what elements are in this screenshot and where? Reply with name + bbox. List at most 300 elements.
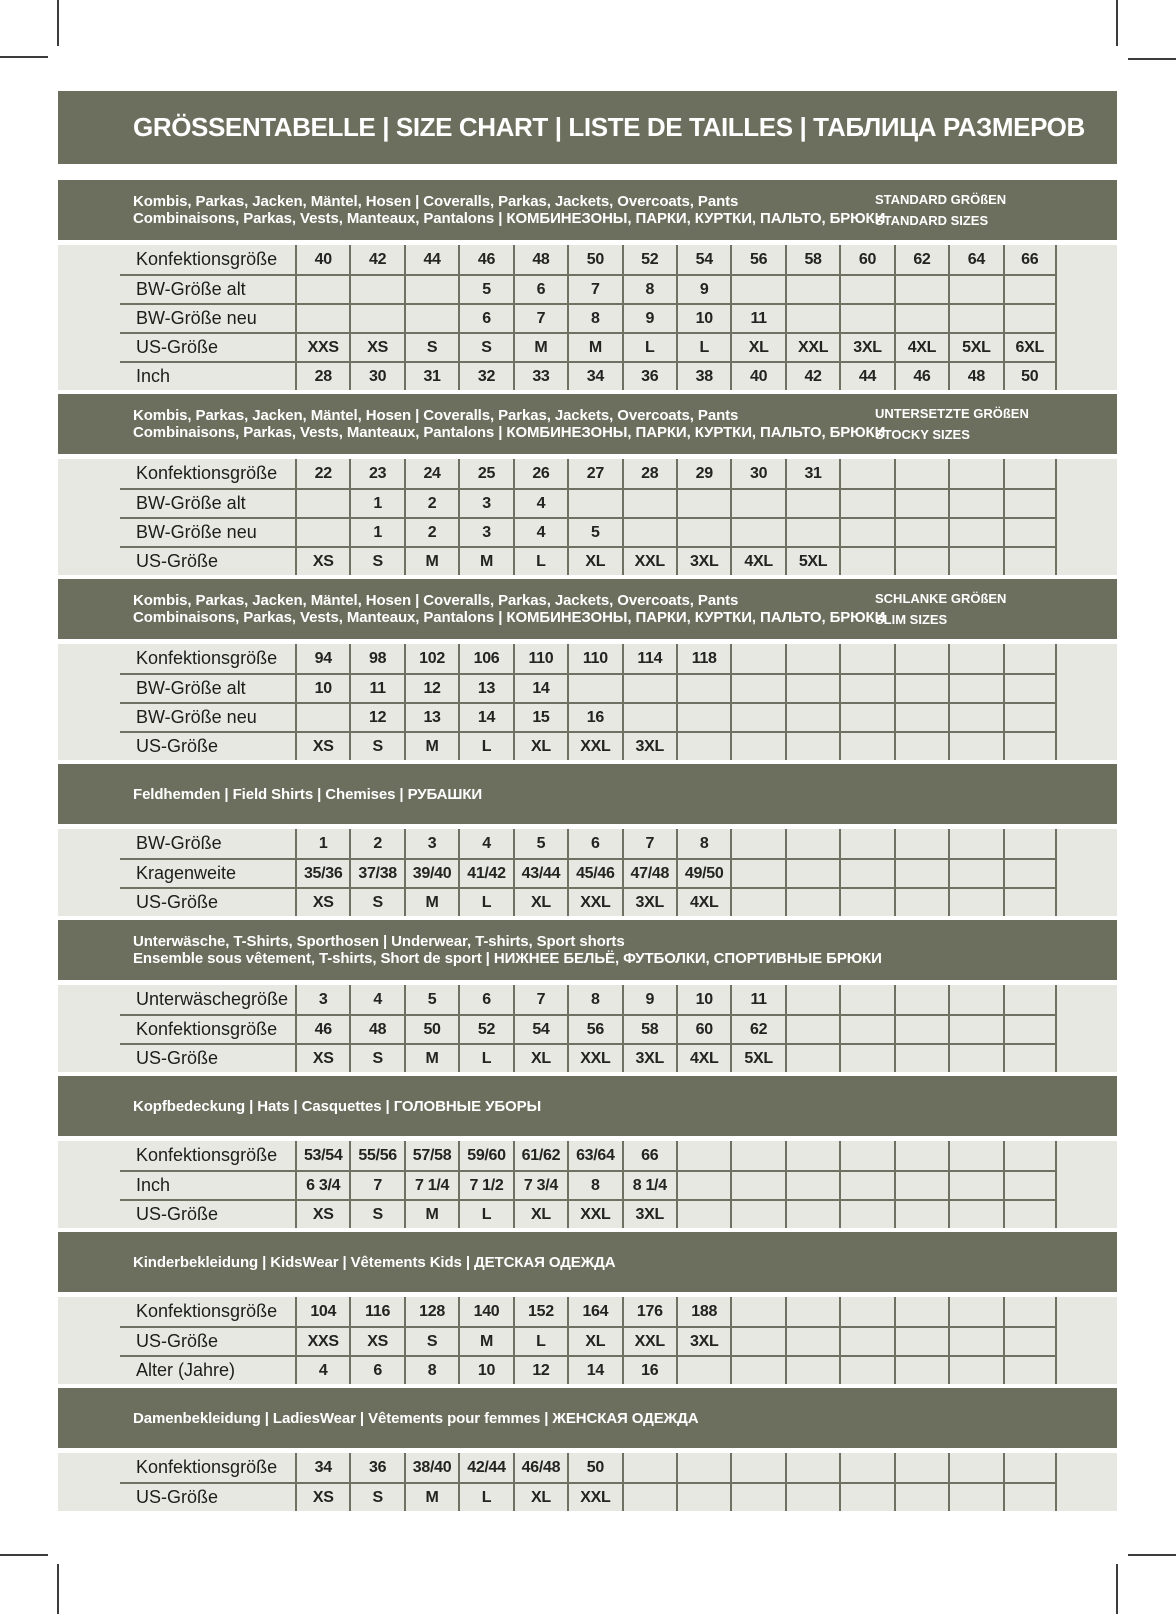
table-row-inner bbox=[120, 887, 1057, 916]
size-cell: 10 bbox=[676, 985, 730, 1014]
table-row-inner bbox=[120, 332, 1057, 361]
size-cell: 12 bbox=[349, 704, 403, 731]
size-cell: 12 bbox=[513, 1357, 567, 1384]
crop-mark-bottom-left-horizontal bbox=[0, 1554, 48, 1556]
size-cell bbox=[894, 519, 948, 546]
section-header bbox=[58, 1232, 1117, 1292]
size-cell: 98 bbox=[349, 644, 403, 673]
size-cell: 8 bbox=[404, 1357, 458, 1384]
size-cell: XS bbox=[295, 1484, 349, 1511]
section-side-label: STANDARD SIZES bbox=[875, 213, 989, 228]
section-title-line: Damenbekleidung | LadiesWear | Vêtements pour femmes | ЖЕНСКАЯ ОДЕЖДА bbox=[133, 1409, 699, 1427]
size-cell: 41/42 bbox=[458, 860, 512, 887]
size-cell: 34 bbox=[295, 1453, 349, 1482]
size-cell bbox=[839, 704, 893, 731]
table-row-inner bbox=[120, 858, 1057, 887]
table-row bbox=[58, 1326, 1117, 1355]
size-cell: 47/48 bbox=[622, 860, 676, 887]
row-cells bbox=[295, 644, 1057, 673]
size-cell: 13 bbox=[458, 675, 512, 702]
size-cell bbox=[785, 490, 839, 517]
size-cell: 4 bbox=[295, 1357, 349, 1384]
size-cell: 14 bbox=[513, 675, 567, 702]
size-cell bbox=[730, 519, 784, 546]
size-cell bbox=[676, 490, 730, 517]
size-cell bbox=[948, 704, 1002, 731]
size-cell: 46/48 bbox=[513, 1453, 567, 1482]
size-cell: XS bbox=[295, 1201, 349, 1228]
size-cell: 46 bbox=[458, 245, 512, 274]
row-cells bbox=[295, 1484, 1057, 1511]
table-row bbox=[58, 644, 1117, 673]
row-cells bbox=[295, 829, 1057, 858]
row-cells bbox=[295, 1016, 1057, 1043]
size-cell: 53/54 bbox=[295, 1141, 349, 1170]
size-table bbox=[58, 245, 1117, 390]
size-cell bbox=[839, 985, 893, 1014]
size-cell bbox=[1003, 1453, 1057, 1482]
section-title-line: Kopfbedeckung | Hats | Casquettes | ГОЛОВНЫЕ УБОРЫ bbox=[133, 1097, 542, 1115]
size-cell: 8 bbox=[567, 305, 621, 332]
section-header bbox=[58, 180, 1117, 240]
size-cell bbox=[948, 1357, 1002, 1384]
size-cell: 40 bbox=[730, 363, 784, 390]
size-cell bbox=[1003, 1297, 1057, 1326]
size-cell bbox=[894, 1141, 948, 1170]
section-header bbox=[58, 1388, 1117, 1448]
table-row bbox=[58, 245, 1117, 274]
size-cell bbox=[948, 1328, 1002, 1355]
table-row bbox=[58, 303, 1117, 332]
size-cell bbox=[676, 519, 730, 546]
size-cell: 52 bbox=[622, 245, 676, 274]
crop-mark-bottom-left-vertical bbox=[57, 1564, 59, 1614]
size-cell bbox=[785, 889, 839, 916]
row-cells bbox=[295, 1045, 1057, 1072]
table-row-inner bbox=[120, 985, 1057, 1014]
size-cell bbox=[1003, 644, 1057, 673]
size-cell: 40 bbox=[295, 245, 349, 274]
size-cell bbox=[948, 733, 1002, 760]
size-cell bbox=[894, 1016, 948, 1043]
size-cell: M bbox=[513, 334, 567, 361]
size-cell bbox=[730, 733, 784, 760]
size-cell: 6 bbox=[349, 1357, 403, 1384]
size-cell: 110 bbox=[567, 644, 621, 673]
size-cell bbox=[349, 305, 403, 332]
size-cell: L bbox=[458, 733, 512, 760]
size-cell: 31 bbox=[404, 363, 458, 390]
size-cell: 14 bbox=[567, 1357, 621, 1384]
size-cell: 36 bbox=[349, 1453, 403, 1482]
size-cell: M bbox=[404, 1045, 458, 1072]
size-cell: 60 bbox=[676, 1016, 730, 1043]
size-cell: 46 bbox=[894, 363, 948, 390]
size-cell bbox=[785, 519, 839, 546]
size-cell bbox=[894, 1172, 948, 1199]
size-cell bbox=[839, 519, 893, 546]
size-cell bbox=[894, 459, 948, 488]
size-cell: 3XL bbox=[622, 889, 676, 916]
table-row bbox=[58, 1297, 1117, 1326]
row-label: Konfektionsgröße bbox=[136, 1301, 278, 1321]
crop-mark-top-left-vertical bbox=[57, 0, 59, 46]
size-cell bbox=[1003, 985, 1057, 1014]
size-cell bbox=[839, 1141, 893, 1170]
size-cell: 4XL bbox=[676, 1045, 730, 1072]
table-row bbox=[58, 274, 1117, 303]
size-cell: 56 bbox=[567, 1016, 621, 1043]
size-cell bbox=[785, 305, 839, 332]
size-cell bbox=[349, 276, 403, 303]
section-title-line: Combinaisons, Parkas, Vests, Manteaux, Pantalons | КОМБИНЕЗОНЫ, ПАРКИ, КУРТКИ, ПАЛЬТО, БРЮКИ bbox=[133, 609, 886, 626]
table-row-inner bbox=[120, 1326, 1057, 1355]
table-row-inner bbox=[120, 1170, 1057, 1199]
size-cell: XXL bbox=[622, 1328, 676, 1355]
section-title-line: Combinaisons, Parkas, Vests, Manteaux, Pantalons | КОМБИНЕЗОНЫ, ПАРКИ, КУРТКИ, ПАЛЬТО, БРЮКИ bbox=[133, 424, 886, 441]
size-cell: 116 bbox=[349, 1297, 403, 1326]
row-label: Konfektionsgröße bbox=[136, 1019, 278, 1039]
row-label: US-Größe bbox=[136, 1331, 219, 1351]
size-cell bbox=[1003, 1016, 1057, 1043]
size-cell: XXL bbox=[567, 733, 621, 760]
row-cells bbox=[295, 1453, 1057, 1482]
size-cell bbox=[894, 1453, 948, 1482]
table-row bbox=[58, 858, 1117, 887]
size-cell: 30 bbox=[349, 363, 403, 390]
size-cell bbox=[785, 1172, 839, 1199]
size-cell: 25 bbox=[458, 459, 512, 488]
table-row-inner bbox=[120, 829, 1057, 858]
size-cell bbox=[785, 1453, 839, 1482]
section-header bbox=[58, 764, 1117, 824]
size-cell bbox=[839, 1453, 893, 1482]
size-section bbox=[58, 394, 1117, 575]
size-cell: 1 bbox=[349, 490, 403, 517]
size-cell bbox=[948, 1045, 1002, 1072]
size-cell: 39/40 bbox=[404, 860, 458, 887]
size-cell bbox=[839, 675, 893, 702]
size-cell: M bbox=[458, 1328, 512, 1355]
row-label: BW-Größe neu bbox=[136, 308, 257, 328]
section-header-text bbox=[133, 1410, 1117, 1427]
table-row bbox=[58, 1014, 1117, 1043]
section-header bbox=[58, 394, 1117, 454]
size-cell: 10 bbox=[458, 1357, 512, 1384]
size-cell: 7 bbox=[567, 276, 621, 303]
size-cell bbox=[785, 1297, 839, 1326]
size-cell: 8 bbox=[567, 985, 621, 1014]
size-cell bbox=[1003, 276, 1057, 303]
size-cell: 66 bbox=[1003, 245, 1057, 274]
size-cell bbox=[295, 490, 349, 517]
size-cell bbox=[894, 1357, 948, 1384]
size-cell bbox=[676, 1201, 730, 1228]
size-cell: XS bbox=[349, 1328, 403, 1355]
size-cell: 1 bbox=[295, 829, 349, 858]
size-cell bbox=[785, 704, 839, 731]
size-cell: 4XL bbox=[676, 889, 730, 916]
size-cell: 55/56 bbox=[349, 1141, 403, 1170]
size-cell: 4 bbox=[349, 985, 403, 1014]
size-cell: 48 bbox=[513, 245, 567, 274]
size-cell: 164 bbox=[567, 1297, 621, 1326]
row-cells bbox=[295, 889, 1057, 916]
size-cell: 58 bbox=[622, 1016, 676, 1043]
size-cell bbox=[730, 1484, 784, 1511]
size-cell bbox=[1003, 519, 1057, 546]
size-cell: M bbox=[404, 1484, 458, 1511]
size-cell: 1 bbox=[349, 519, 403, 546]
size-cell: 7 bbox=[513, 985, 567, 1014]
size-cell: XS bbox=[295, 1045, 349, 1072]
section-side-label: STANDARD GRÖßEN bbox=[875, 192, 1007, 207]
size-cell bbox=[676, 1484, 730, 1511]
crop-mark-bottom-right-horizontal bbox=[1128, 1554, 1176, 1556]
size-cell: XXS bbox=[295, 334, 349, 361]
size-cell: S bbox=[349, 1045, 403, 1072]
size-cell: M bbox=[458, 548, 512, 575]
table-row-inner bbox=[120, 488, 1057, 517]
row-cells bbox=[295, 985, 1057, 1014]
size-cell: L bbox=[458, 1484, 512, 1511]
size-cell bbox=[894, 889, 948, 916]
size-cell: 106 bbox=[458, 644, 512, 673]
size-cell: 31 bbox=[785, 459, 839, 488]
table-row-inner bbox=[120, 1014, 1057, 1043]
size-cell: 29 bbox=[676, 459, 730, 488]
section-side-label: SCHLANKE GRÖßEN bbox=[875, 591, 1007, 606]
size-cell: S bbox=[349, 1484, 403, 1511]
section-side-labels bbox=[875, 406, 1029, 442]
size-cell bbox=[785, 1357, 839, 1384]
size-section bbox=[58, 1232, 1117, 1384]
table-row-inner bbox=[120, 1482, 1057, 1511]
size-cell bbox=[676, 1453, 730, 1482]
table-row bbox=[58, 1355, 1117, 1384]
size-cell: 5 bbox=[567, 519, 621, 546]
size-cell bbox=[404, 305, 458, 332]
table-row-inner bbox=[120, 1043, 1057, 1072]
page bbox=[58, 91, 1117, 1515]
size-cell bbox=[730, 644, 784, 673]
size-cell bbox=[894, 860, 948, 887]
size-cell bbox=[948, 675, 1002, 702]
size-cell bbox=[948, 1016, 1002, 1043]
size-cell: M bbox=[404, 548, 458, 575]
size-cell: S bbox=[458, 334, 512, 361]
size-cell: 58 bbox=[785, 245, 839, 274]
size-cell: 50 bbox=[567, 245, 621, 274]
size-cell: 49/50 bbox=[676, 860, 730, 887]
table-row bbox=[58, 702, 1117, 731]
row-cells bbox=[295, 675, 1057, 702]
size-cell: 45/46 bbox=[567, 860, 621, 887]
size-cell bbox=[839, 276, 893, 303]
row-label: US-Größe bbox=[136, 736, 219, 756]
size-cell bbox=[948, 1453, 1002, 1482]
size-cell bbox=[948, 1201, 1002, 1228]
size-cell: 35/36 bbox=[295, 860, 349, 887]
size-cell: XL bbox=[513, 1045, 567, 1072]
size-cell bbox=[839, 459, 893, 488]
size-cell: S bbox=[349, 889, 403, 916]
size-cell: 3 bbox=[458, 519, 512, 546]
size-cell bbox=[1003, 704, 1057, 731]
size-cell: 50 bbox=[1003, 363, 1057, 390]
row-cells bbox=[295, 1297, 1057, 1326]
table-row bbox=[58, 546, 1117, 575]
crop-mark-top-left-horizontal bbox=[0, 56, 48, 58]
row-label: BW-Größe bbox=[136, 833, 222, 853]
crop-mark-top-right-horizontal bbox=[1128, 58, 1176, 60]
size-cell bbox=[894, 704, 948, 731]
row-cells bbox=[295, 1328, 1057, 1355]
size-cell: 63/64 bbox=[567, 1141, 621, 1170]
size-cell: L bbox=[458, 889, 512, 916]
size-cell bbox=[948, 889, 1002, 916]
section-title-line: Kombis, Parkas, Jacken, Mäntel, Hosen | Coveralls, Parkas, Jackets, Overcoats, Pants bbox=[133, 407, 739, 424]
size-cell bbox=[894, 1045, 948, 1072]
size-cell: 12 bbox=[404, 675, 458, 702]
size-cell: 8 bbox=[676, 829, 730, 858]
size-cell bbox=[948, 1172, 1002, 1199]
size-cell bbox=[730, 1453, 784, 1482]
size-cell: 61/62 bbox=[513, 1141, 567, 1170]
size-table bbox=[58, 1297, 1117, 1384]
size-cell bbox=[622, 704, 676, 731]
table-row-inner bbox=[120, 1199, 1057, 1228]
section-header bbox=[58, 920, 1117, 980]
size-cell: 5XL bbox=[785, 548, 839, 575]
size-cell: XL bbox=[567, 548, 621, 575]
size-cell: S bbox=[404, 1328, 458, 1355]
size-cell bbox=[948, 1297, 1002, 1326]
size-cell: 5XL bbox=[948, 334, 1002, 361]
table-row bbox=[58, 1199, 1117, 1228]
size-cell bbox=[839, 1016, 893, 1043]
size-cell bbox=[894, 305, 948, 332]
size-cell bbox=[785, 1141, 839, 1170]
table-row-inner bbox=[120, 1141, 1057, 1170]
size-cell bbox=[839, 644, 893, 673]
table-row bbox=[58, 459, 1117, 488]
size-section bbox=[58, 579, 1117, 760]
size-cell: 42 bbox=[349, 245, 403, 274]
size-table bbox=[58, 1141, 1117, 1228]
table-row-inner bbox=[120, 459, 1057, 488]
size-cell: XS bbox=[349, 334, 403, 361]
size-cell: XXL bbox=[567, 1484, 621, 1511]
size-cell bbox=[730, 490, 784, 517]
section-header-text bbox=[133, 786, 1117, 803]
size-cell: 6 bbox=[458, 305, 512, 332]
size-cell: XXL bbox=[622, 548, 676, 575]
size-cell bbox=[622, 675, 676, 702]
size-cell: 2 bbox=[404, 490, 458, 517]
size-cell: 104 bbox=[295, 1297, 349, 1326]
row-cells bbox=[295, 1357, 1057, 1384]
size-cell: 42 bbox=[785, 363, 839, 390]
size-cell bbox=[785, 1484, 839, 1511]
size-cell: L bbox=[676, 334, 730, 361]
size-cell: 140 bbox=[458, 1297, 512, 1326]
size-cell bbox=[839, 490, 893, 517]
table-row-inner bbox=[120, 361, 1057, 390]
section-side-label: STOCKY SIZES bbox=[875, 427, 970, 442]
row-label: Konfektionsgröße bbox=[136, 463, 278, 483]
row-cells bbox=[295, 334, 1057, 361]
row-label: BW-Größe alt bbox=[136, 493, 246, 513]
size-cell: 48 bbox=[349, 1016, 403, 1043]
size-cell bbox=[730, 1172, 784, 1199]
size-cell: 33 bbox=[513, 363, 567, 390]
row-cells bbox=[295, 1141, 1057, 1170]
size-cell: XL bbox=[513, 1484, 567, 1511]
size-cell: 7 3/4 bbox=[513, 1172, 567, 1199]
size-cell bbox=[730, 1357, 784, 1384]
size-cell bbox=[295, 704, 349, 731]
size-cell: 16 bbox=[622, 1357, 676, 1384]
size-cell bbox=[730, 1141, 784, 1170]
row-cells bbox=[295, 276, 1057, 303]
size-cell: 9 bbox=[622, 305, 676, 332]
size-cell: XXL bbox=[567, 1201, 621, 1228]
section-title-line: Kombis, Parkas, Jacken, Mäntel, Hosen | Coveralls, Parkas, Jackets, Overcoats, Pants bbox=[133, 592, 739, 609]
table-row bbox=[58, 673, 1117, 702]
size-cell bbox=[295, 519, 349, 546]
size-cell bbox=[676, 704, 730, 731]
size-cell bbox=[1003, 459, 1057, 488]
row-label: Konfektionsgröße bbox=[136, 1145, 278, 1165]
size-cell: L bbox=[513, 548, 567, 575]
table-row-inner bbox=[120, 303, 1057, 332]
size-cell bbox=[295, 305, 349, 332]
size-cell bbox=[785, 860, 839, 887]
row-cells bbox=[295, 1172, 1057, 1199]
size-cell bbox=[839, 1172, 893, 1199]
size-cell: 8 bbox=[622, 276, 676, 303]
row-cells bbox=[295, 733, 1057, 760]
size-cell bbox=[948, 548, 1002, 575]
size-cell bbox=[894, 276, 948, 303]
size-section bbox=[58, 920, 1117, 1072]
size-cell: 24 bbox=[404, 459, 458, 488]
size-cell bbox=[948, 644, 1002, 673]
size-cell bbox=[676, 675, 730, 702]
size-table bbox=[58, 985, 1117, 1072]
table-row-inner bbox=[120, 1297, 1057, 1326]
size-cell bbox=[730, 675, 784, 702]
size-cell: 7 bbox=[349, 1172, 403, 1199]
size-cell: S bbox=[349, 1201, 403, 1228]
size-cell: 42/44 bbox=[458, 1453, 512, 1482]
row-label: Konfektionsgröße bbox=[136, 648, 278, 668]
row-label: Kragenweite bbox=[136, 863, 237, 883]
size-cell bbox=[730, 860, 784, 887]
size-cell: M bbox=[567, 334, 621, 361]
row-cells bbox=[295, 548, 1057, 575]
table-row bbox=[58, 517, 1117, 546]
size-cell: 8 1/4 bbox=[622, 1172, 676, 1199]
size-cell: 3XL bbox=[839, 334, 893, 361]
size-cell: 11 bbox=[730, 305, 784, 332]
size-cell bbox=[730, 829, 784, 858]
size-table bbox=[58, 644, 1117, 760]
row-cells bbox=[295, 704, 1057, 731]
size-cell: 188 bbox=[676, 1297, 730, 1326]
size-cell: 128 bbox=[404, 1297, 458, 1326]
